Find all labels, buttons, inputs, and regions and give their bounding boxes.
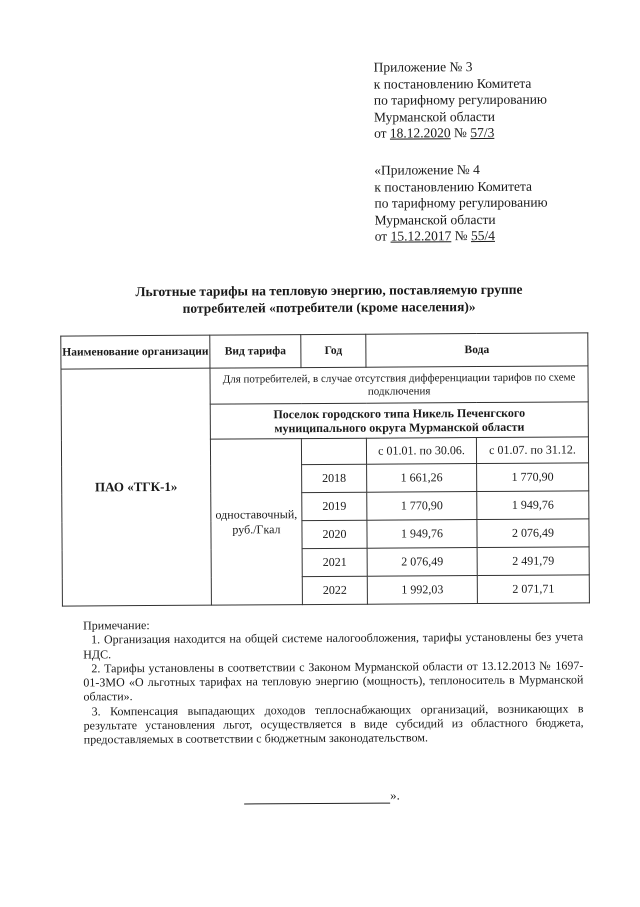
period-2-header: с 01.07. по 31.12. [476, 437, 588, 464]
year-cell: 2018 [302, 464, 367, 492]
value-period-2: 1 949,76 [477, 491, 589, 520]
appendix-3-line3: по тарифному регулированию [373, 91, 548, 108]
document-title [79, 280, 579, 317]
year-cell: 2022 [302, 576, 367, 604]
value-period-1: 2 076,49 [367, 548, 477, 577]
note-item: 3. Компенсация выпадающих доходов теплоснабжающих организаций, возникающих в результате установления льгот, осуществляется в виде субсидий из областного бюджета, предоставляемых в соответствии с бюджетным законодательством. [83, 701, 584, 747]
notes-heading: Примечание: [83, 618, 150, 633]
header-organization: Наименование организации [61, 335, 210, 369]
organization-cell: ПАО «ТГК-1» [61, 368, 211, 606]
header-water: Вода [366, 333, 588, 367]
appendix-4-header [374, 162, 548, 246]
date-prefix: от [374, 228, 391, 244]
header-year: Год [301, 334, 366, 367]
value-period-1: 1 770,90 [367, 492, 477, 521]
header-tariff-type: Вид тарифа [210, 335, 301, 369]
closing-quote: ». [390, 787, 400, 803]
value-period-2: 2 076,49 [477, 519, 589, 548]
appendix-4-title: «Приложение № 4 [374, 162, 480, 178]
value-period-2: 2 491,79 [477, 547, 589, 576]
year-cell: 2021 [302, 548, 367, 576]
tariff-kind-cell: одноставочный, руб./Гкал [210, 439, 302, 606]
appendix-4-line4: Мурманской области [374, 211, 496, 228]
number-prefix: № [450, 125, 471, 141]
closing-line [244, 788, 400, 805]
appendix-4-date: 15.12.2017 [390, 228, 452, 244]
title-line-1: Льготные тарифы на тепловую энергию, поставляемую группе [135, 281, 523, 300]
appendix-4-line2: к постановлению Комитета [374, 178, 533, 195]
value-period-1: 1 992,03 [367, 576, 477, 605]
appendix-3-line2: к постановлению Комитета [373, 75, 532, 92]
table-header-row [61, 333, 588, 369]
locality-cell: Поселок городского типа Никель Печенгского муниципального округа Мурманской области [210, 402, 588, 439]
empty-year-cell [301, 438, 366, 464]
note-item: 1. Организация находится на общей системе налогообложения, тарифы установлены без учета НДС. [83, 629, 584, 662]
appendix-4-number: 55/4 [470, 227, 495, 244]
notes-section [83, 615, 584, 747]
value-period-1: 1 949,76 [367, 520, 477, 549]
year-cell: 2020 [302, 520, 367, 548]
appendix-4-date-line [375, 228, 548, 246]
date-prefix: от [374, 125, 390, 141]
appendix-3-line4: Мурманской области [373, 108, 495, 125]
consumers-note: Для потребителей, в случае отсутствия дифференциации тарифов по схеме подключения [210, 366, 588, 404]
appendix-3-header [374, 59, 548, 143]
number-prefix: № [451, 228, 471, 244]
appendix-3-date-line [374, 125, 547, 143]
appendix-3-number: 57/3 [470, 124, 495, 141]
appendix-3-title: Приложение № 3 [373, 59, 473, 75]
value-period-2: 2 071,71 [477, 575, 589, 604]
title-line-2: потребителей «потребители (кроме населения)» [182, 299, 476, 316]
appendix-4-line3: по тарифному регулированию [374, 194, 548, 211]
value-period-2: 1 770,90 [477, 463, 589, 492]
signature-underline [244, 791, 390, 805]
tariff-table [60, 332, 590, 606]
period-1-header: с 01.01. по 30.06. [366, 438, 476, 465]
year-cell: 2019 [302, 492, 367, 520]
appendix-3-date: 18.12.2020 [389, 125, 451, 141]
table-row [61, 366, 588, 405]
note-item: 2. Тарифы установлены в соответствии с Законом Мурманской области от 13.12.2013 № 1697-01-ЗМО «О льготных тарифах на тепловую энергию (мощность), теплоноситель в Мурманской области». [83, 658, 584, 704]
value-period-1: 1 661,26 [367, 464, 477, 493]
